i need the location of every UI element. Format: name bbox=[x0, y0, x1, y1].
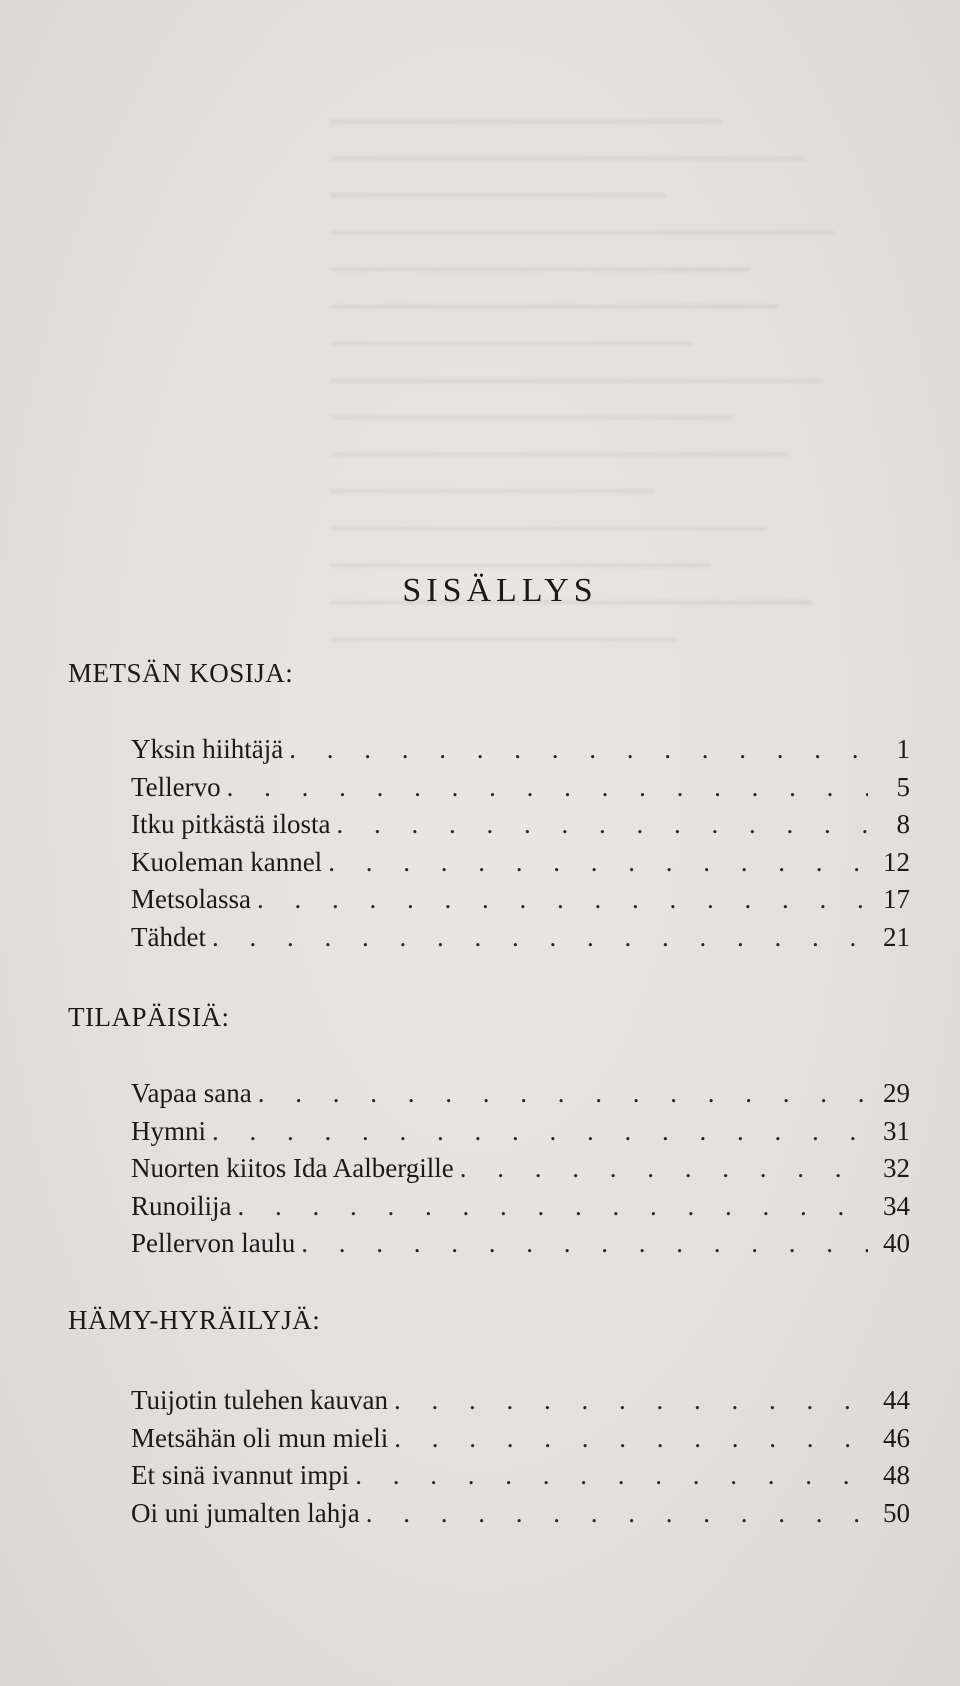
section-heading: METSÄN KOSIJA: bbox=[68, 658, 294, 688]
dot-leader bbox=[227, 769, 868, 807]
page-number: 31 bbox=[883, 1115, 910, 1146]
section-heading: HÄMY-HYRÄILYJÄ: bbox=[68, 1305, 321, 1335]
toc-entry[interactable] bbox=[131, 1495, 910, 1533]
dot-leader bbox=[366, 1495, 868, 1533]
entry-title: Pellervon laulu bbox=[131, 1228, 296, 1258]
page-number: 34 bbox=[883, 1190, 910, 1221]
toc-entry[interactable] bbox=[131, 1382, 910, 1420]
page-number: 32 bbox=[883, 1153, 910, 1183]
toc-section bbox=[68, 1300, 910, 1532]
toc-entry[interactable] bbox=[131, 881, 910, 919]
entry-title: Nuorten kiitos Ida Aalbergille bbox=[131, 1153, 454, 1183]
page-number: 48 bbox=[883, 1460, 910, 1490]
toc-entry[interactable] bbox=[131, 1457, 910, 1495]
dot-leader bbox=[355, 1457, 868, 1495]
toc-section bbox=[68, 997, 910, 1263]
toc-entry[interactable] bbox=[131, 844, 910, 882]
entry-title: Tellervo bbox=[131, 771, 221, 802]
page-number: 40 bbox=[883, 1228, 910, 1258]
toc-entry-list bbox=[131, 1382, 910, 1532]
toc-entry-list bbox=[131, 1075, 910, 1263]
entry-title: Metsähän oli mun mieli bbox=[131, 1422, 389, 1453]
page-number: 21 bbox=[883, 921, 910, 952]
bleed-through-texture bbox=[330, 120, 890, 740]
dot-leader bbox=[328, 844, 868, 882]
dot-leader bbox=[336, 806, 868, 844]
page-number: 29 bbox=[883, 1078, 910, 1108]
dot-leader bbox=[257, 881, 868, 919]
toc-entry-list bbox=[131, 731, 910, 956]
dot-leader bbox=[460, 1150, 868, 1188]
dot-leader bbox=[394, 1382, 868, 1420]
dot-leader bbox=[258, 1075, 868, 1113]
toc-entry[interactable] bbox=[131, 1113, 910, 1151]
toc-entry[interactable] bbox=[131, 1225, 910, 1263]
entry-title: Runoilija bbox=[131, 1190, 232, 1221]
dot-leader bbox=[212, 1113, 868, 1151]
dot-leader bbox=[394, 1420, 868, 1458]
toc-section bbox=[68, 653, 910, 956]
entry-title: Vapaa sana bbox=[131, 1078, 252, 1108]
entry-title: Et sinä ivannut impi bbox=[131, 1460, 350, 1490]
page-title: SISÄLLYS bbox=[402, 572, 598, 609]
page-number: 12 bbox=[883, 846, 910, 877]
entry-title: Tuijotin tulehen kauvan bbox=[131, 1385, 388, 1415]
entry-title: Hymni bbox=[131, 1115, 207, 1146]
entry-title: Oi uni jumalten lahja bbox=[131, 1497, 360, 1528]
page-number: 5 bbox=[896, 771, 910, 802]
dot-leader bbox=[301, 1225, 868, 1263]
toc-entry[interactable] bbox=[131, 1420, 910, 1458]
entry-title: Metsolassa bbox=[131, 884, 251, 914]
toc-entry[interactable] bbox=[131, 806, 910, 844]
toc-entry[interactable] bbox=[131, 1150, 910, 1188]
page-number: 44 bbox=[883, 1385, 910, 1415]
dot-leader bbox=[238, 1188, 869, 1226]
entry-title: Itku pitkästä ilosta bbox=[131, 809, 331, 839]
entry-title: Yksin hiihtäjä bbox=[131, 734, 284, 764]
page-number: 1 bbox=[896, 734, 910, 764]
page-number: 46 bbox=[883, 1422, 910, 1453]
entry-title: Kuoleman kannel bbox=[131, 846, 323, 877]
dot-leader bbox=[289, 731, 868, 769]
page-number: 17 bbox=[883, 884, 910, 914]
entry-title: Tähdet bbox=[131, 921, 206, 952]
section-heading: TILAPÄISIÄ: bbox=[68, 1002, 230, 1032]
page-number: 50 bbox=[883, 1497, 910, 1528]
toc-entry[interactable] bbox=[131, 731, 910, 769]
dot-leader bbox=[212, 919, 868, 957]
toc-entry[interactable] bbox=[131, 1075, 910, 1113]
toc-entry[interactable] bbox=[131, 1188, 910, 1226]
toc-entry[interactable] bbox=[131, 919, 910, 957]
page-number: 8 bbox=[896, 809, 910, 839]
toc-entry[interactable] bbox=[131, 769, 910, 807]
